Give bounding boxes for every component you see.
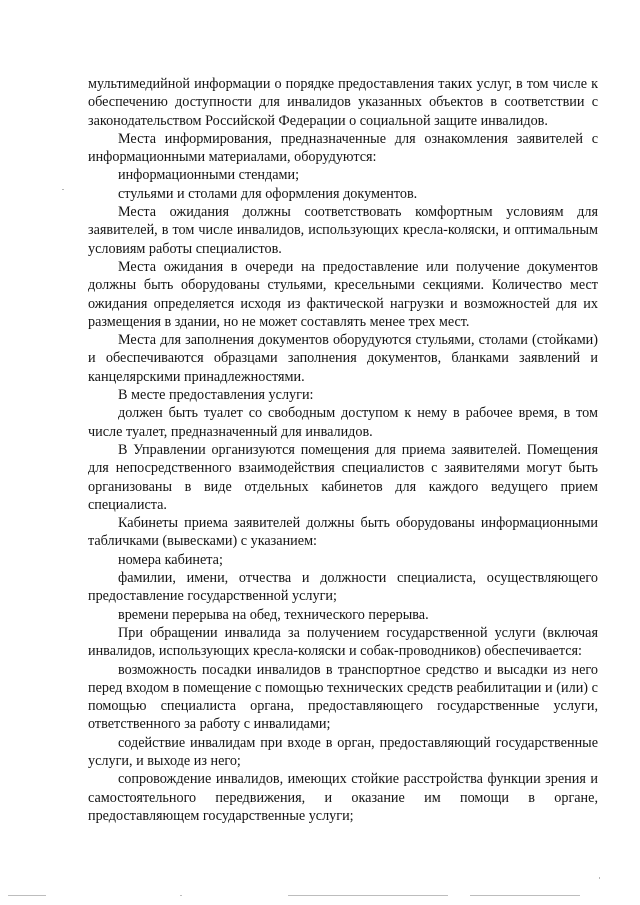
list-item: возможность посадки инвалидов в транспортное средство и высадки из него перед входом в помещение с помощью технических средств реабилитации и (или) с помощью специалиста органа, предоставляющего государственные услуги, ответственного за работу с инвалидами; [88,661,598,733]
scan-bottom-edge [0,895,640,899]
paragraph: Места ожидания в очереди на предоставление или получение документов должны быть оборудованы стульями, кресельными секциями. Количество мест ожидания определяется исходя из фактической нагрузки и возможностей для их размещения в здании, но не может составлять менее трех мест. [88,258,598,330]
paragraph: Кабинеты приема заявителей должны быть оборудованы информационными табличками (вывесками) с указанием: [88,515,598,550]
paragraph: Места для заполнения документов оборудуются стульями, столами (стойками) и обеспечиваются образцами заполнения документов, бланками заявлений и канцелярскими принадлежностями. [88,332,598,385]
list-item: фамилии, имени, отчества и должности специалиста, осуществляющего предоставление государственной услуги; [88,570,598,605]
scan-speck [62,189,64,190]
paragraph: мультимедийной информации о порядке предоставления таких услуг, в том числе к обеспечению доступности для инвалидов указанных объектов в соответствии с законодательством Российской Федерации о социальной защите инвалидов. [88,76,598,129]
list-item: стульями и столами для оформления документов. [118,185,418,202]
list-item: сопровождение инвалидов, имеющих стойкие расстройства функции зрения и самостоятельного передвижения, и оказание им помощи в органе, предоставляющем государственные услуги; [88,771,598,824]
paragraph: В месте предоставления услуги: [118,387,314,404]
list-item: информационными стендами; [118,167,300,184]
scan-speck [599,877,600,879]
paragraph: При обращении инвалида за получением государственной услуги (включая инвалидов, использующих кресла-коляски и собак-проводников) обеспечивается: [88,624,598,660]
paragraph: Места ожидания должны соответствовать комфортным условиям для заявителей, в том числе инвалидов, использующих кресла-коляски, и оптимальным условиям работы специалистов. [88,204,598,257]
paragraph: должен быть туалет со свободным доступом к нему в рабочее время, в том числе туалет, предназначенный для инвалидов. [88,405,598,440]
paragraph: В Управлении организуются помещения для приема заявителей. Помещения для непосредственного взаимодействия специалистов с заявителями могут быть организованы в виде отдельных кабинетов для каждого ведущего прием специалиста. [88,441,598,513]
paragraph: Места информирования, предназначенные для ознакомления заявителей с информационными материалами, оборудуются: [88,130,598,166]
list-item: содействие инвалидам при входе в орган, предоставляющий государственные услуги, и выходе из него; [88,734,598,769]
list-item: времени перерыва на обед, технического перерыва. [118,606,429,623]
list-item: номера кабинета; [118,551,223,568]
document-body [88,75,598,825]
